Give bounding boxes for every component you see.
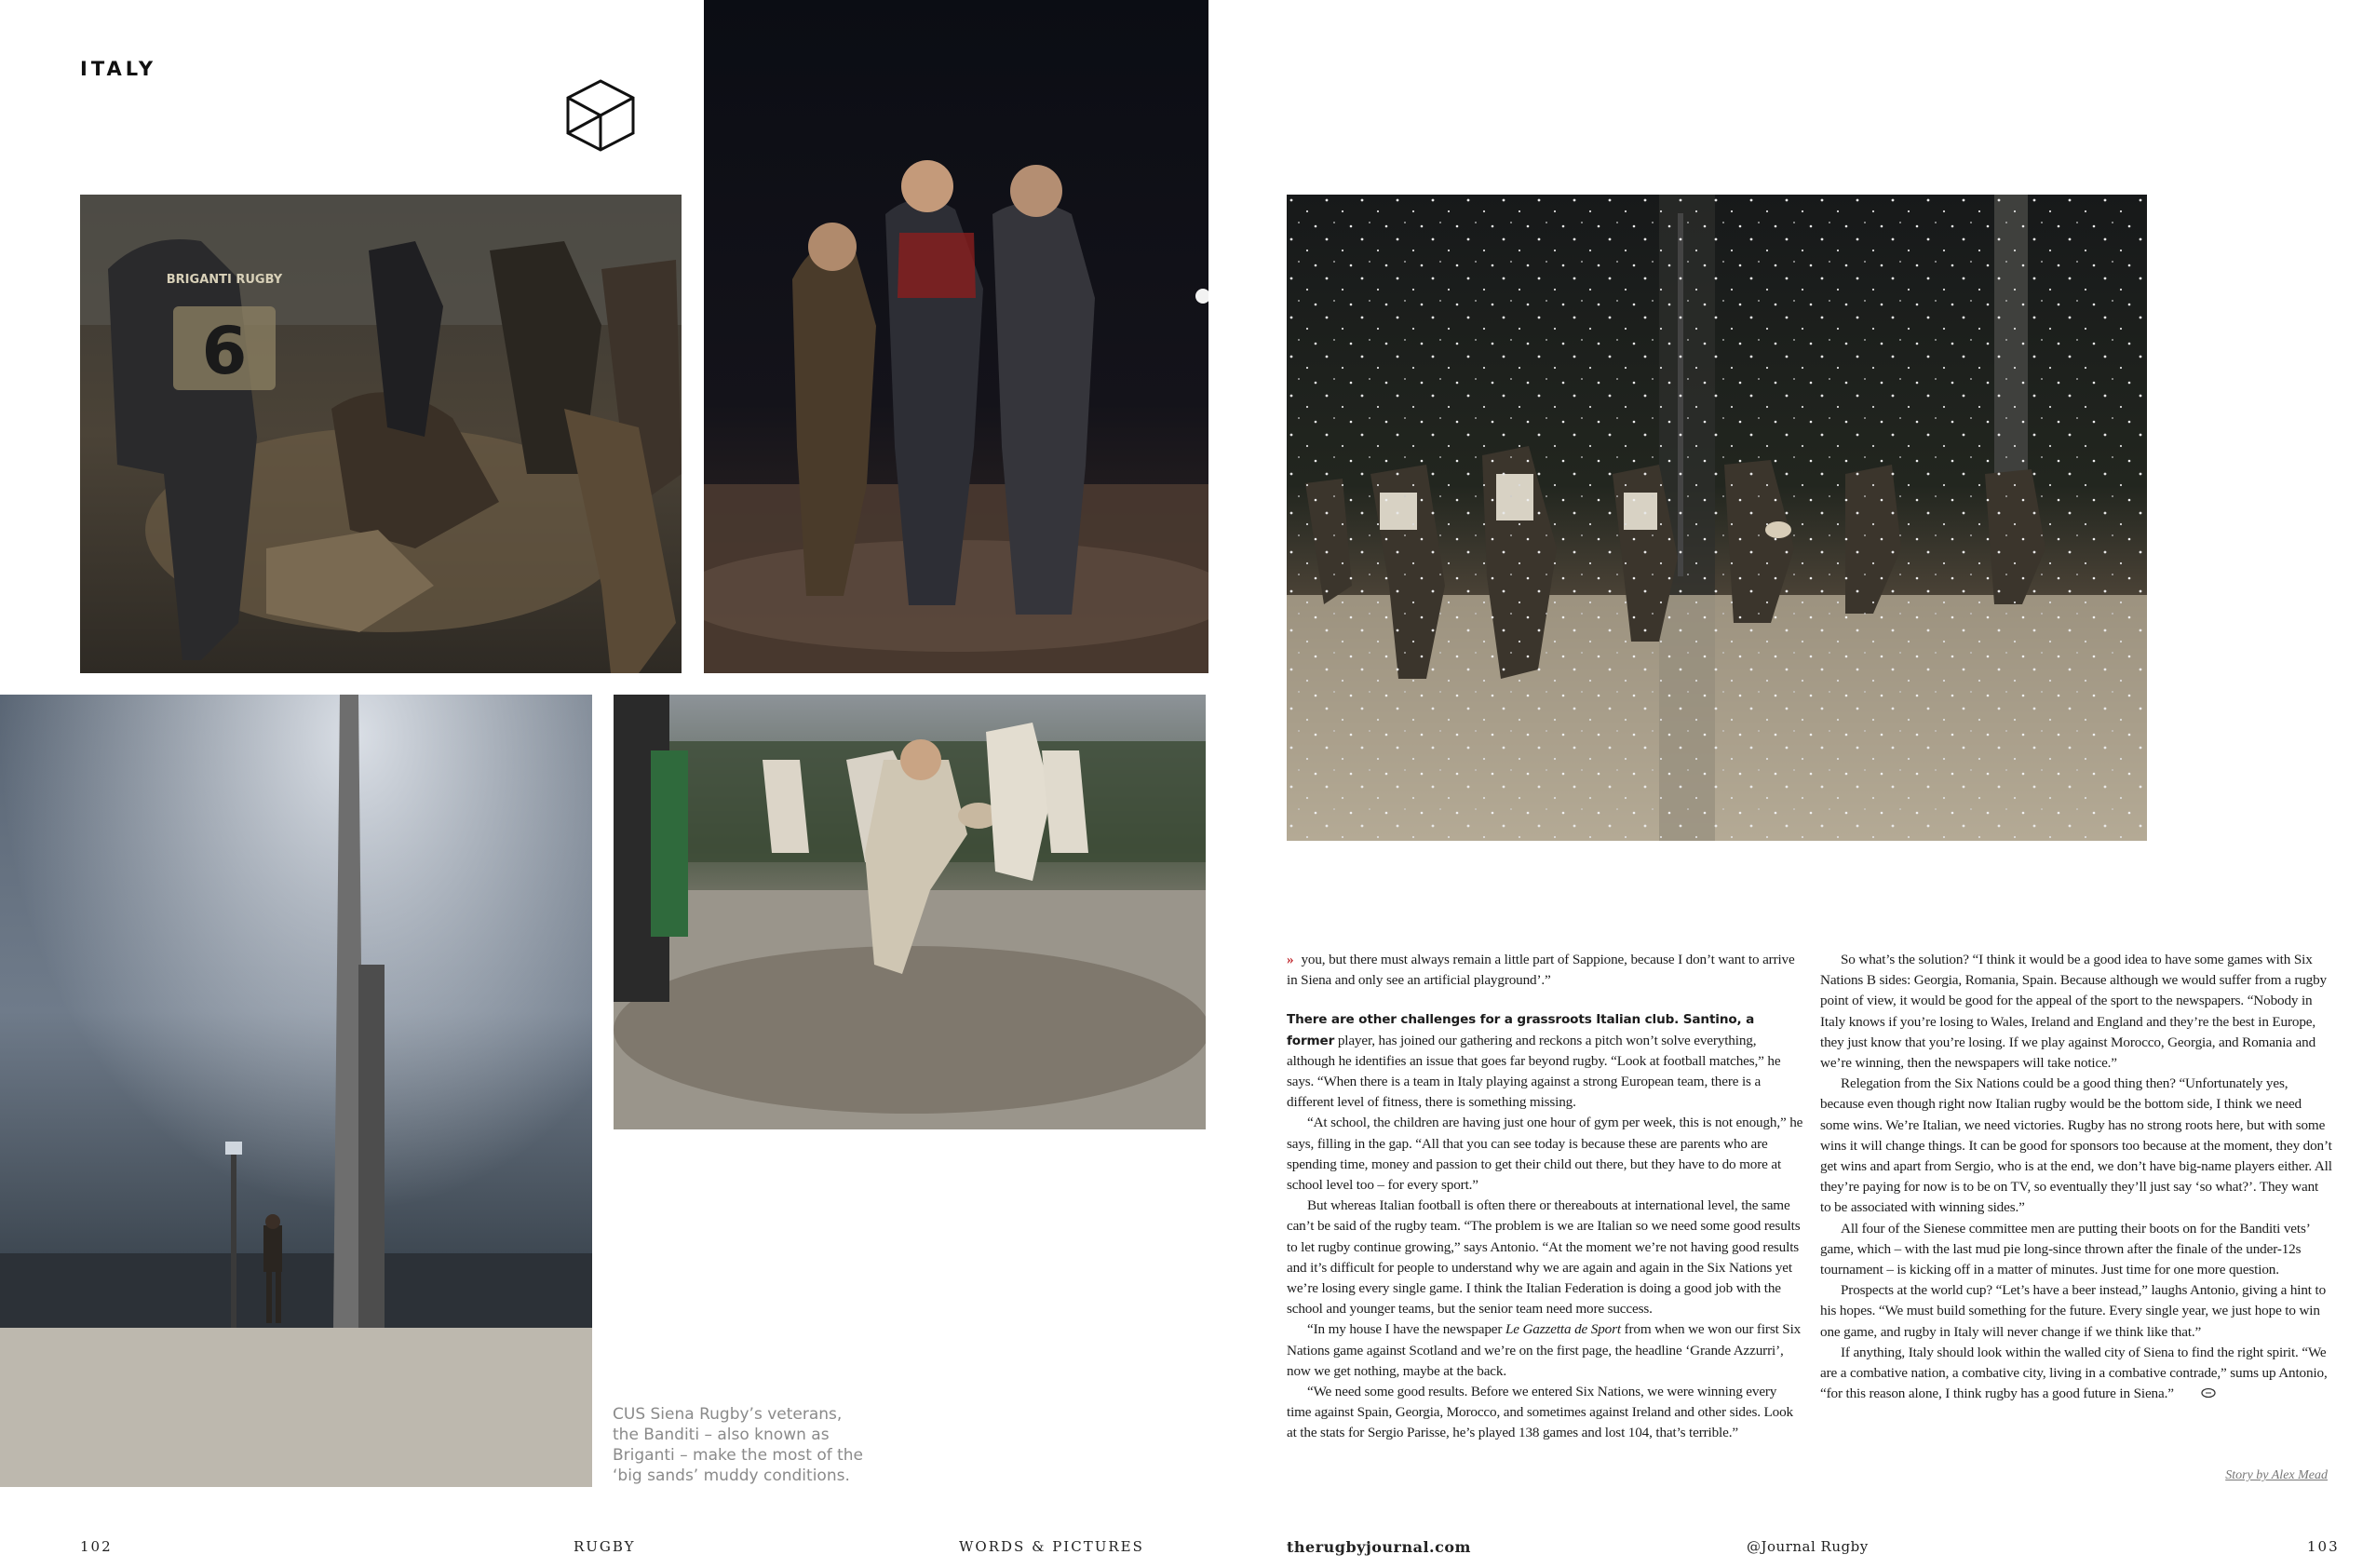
jersey-text: BRIGANTI RUGBY [166, 273, 283, 287]
jersey-number: 6 [201, 313, 248, 389]
article-column-1 [1287, 950, 1804, 1444]
paragraph: Relegation from the Six Nations could be a good thing then? “Unfortunately yes, because even though right now Italian rugby would be the bottom side, I think we need some wins. We’re Italian, we need victories. Rugby has no strong roots here, but with some wins it will change things. It can be good for sponsors too because at the moment, they don’t get wins and apart from Sergio, who is at the end, we don’t have big-name players either. All they’re paying for now is to be on TV, so eventually they’ll just say ‘so what?’. They want to be associated with winning sides.” [1820, 1075, 2332, 1216]
continue-arrow-icon: » [1287, 952, 1294, 967]
story-credit: Story by Alex Mead [2225, 1468, 2328, 1482]
hexagon-cube-logo-icon [564, 78, 637, 153]
footer-section: WORDS & PICTURES [959, 1538, 1144, 1555]
photo-floodlight-rain [0, 695, 592, 1487]
paragraph: “In my house I have the newspaper Le Gazzetta de Sport from when we won our first Six Nations game against Scotland and we’re on the first page, the headline ‘Grande Azzurri’, now we get nothing, maybe at the back. [1287, 1321, 1802, 1379]
photo-three-players-night [704, 0, 1208, 673]
paragraph: All four of the Sienese committee men are putting their boots on for the Banditi vets’ game, which – with the last mud pie long-since thrown after the finale of the under-12s tournament – is kicking off in a matter of minutes. Just time for one more question. [1820, 1220, 2310, 1278]
photo-caption [613, 1404, 883, 1486]
paragraph: » you, but there must always remain a little part of Sappione, because I don’t want to arrive in Siena and only see an artificial playground’.” [1287, 952, 1795, 989]
photo-player-with-ball [614, 695, 1206, 1129]
lead-in: There are other challenges for a grassroots Italian club. Santino, a former [1287, 1012, 1755, 1048]
paragraph: Prospects at the world cup? “Let’s have a beer instead,” laughs Antonio, giving a hint to his hopes. “We must build something for the future. Every single year, we just hope to win one game, and rugby in Italy will never change if we think like that.” [1820, 1282, 2327, 1340]
paragraph: “We need some good results. Before we entered Six Nations, we were winning every time against Spain, Georgia, Morocco, and sometimes against Ireland and other sides. Look at the stats for Sergio Parisse, he’s played 138 games and lost 104, that’s terrible.” [1287, 1384, 1793, 1441]
article-column-2 [1820, 950, 2332, 1405]
photo-mud-scrum [80, 195, 682, 673]
caption-line: CUS Siena Rugby’s veterans, [613, 1405, 843, 1424]
paragraph: But whereas Italian football is often there or thereabouts at international level, the same can’t be said of the rugby team. “The problem is we are Italian so we need some good results to let rugby continue growing,” says Antonio. “At the moment we’re not having good results and it’s difficult for people to understand why we are again and again in the Six Nations yet we’re losing every single game. I think the Italian Federation is doing a good job with the school and younger teams, but the senior team need more success. [1287, 1197, 1801, 1318]
footer-website[interactable]: therugbyjournal.com [1287, 1538, 1471, 1556]
page-number-left: 102 [80, 1538, 113, 1555]
paragraph: “At school, the children are having just one hour of gym per week, this is not enough,” he says, filling in the gap. “All that you can see today is because these are parents who are spending time, money and passion to get their child out there, but they have to do more at school level too – for every sport.” [1287, 1115, 1803, 1194]
caption-line: the Banditi – also known as [613, 1426, 830, 1444]
footer-magazine: RUGBY [574, 1538, 636, 1555]
paragraph: There are other challenges for a grassroots Italian club. Santino, a former player, has joined our gathering and reckons a pitch won’t solve everything, although he identifies an issue that goes far beyond rugby. “Look at football matches,” he says. “When there is a team in Italy playing against a strong European team, there is a different level of fitness, there is something missing. [1287, 1012, 1781, 1111]
rugby-ball-end-icon [2180, 1385, 2216, 1405]
section-label: ITALY [80, 58, 157, 80]
footer-handle[interactable]: @Journal Rugby [1747, 1538, 1869, 1555]
paragraph: So what’s the solution? “I think it would be a good idea to have some games with Six Nations B sides: Georgia, Romania, Spain. Because although we would suffer from a rugby point of view, it would be good for the appeal of the sport to the newspapers. “Nobody in Italy knows if you’re losing to Wales, Ireland and England and they’re the best in Europe, they just know that you’re losing. If we play against Morocco, Georgia, and Romania and we’re winning, then the newspapers will take notice.” [1820, 952, 2328, 1072]
page-number-right: 103 [2307, 1538, 2340, 1555]
photo-match-heavy-rain [1287, 195, 2147, 841]
caption-line: ‘big sands’ muddy conditions. [613, 1467, 850, 1485]
caption-line: Briganti – make the most of the [613, 1446, 864, 1465]
newspaper-title: Le Gazzetta de Sport [1505, 1321, 1621, 1338]
paragraph: If anything, Italy should look within the walled city of Siena to find the right spirit. “We are a combative nation, a combative city, living in a combative contrade,” sums up Antonio, “for this reason alone, I think rugby has a good future in Siena.” [1820, 1343, 2332, 1405]
